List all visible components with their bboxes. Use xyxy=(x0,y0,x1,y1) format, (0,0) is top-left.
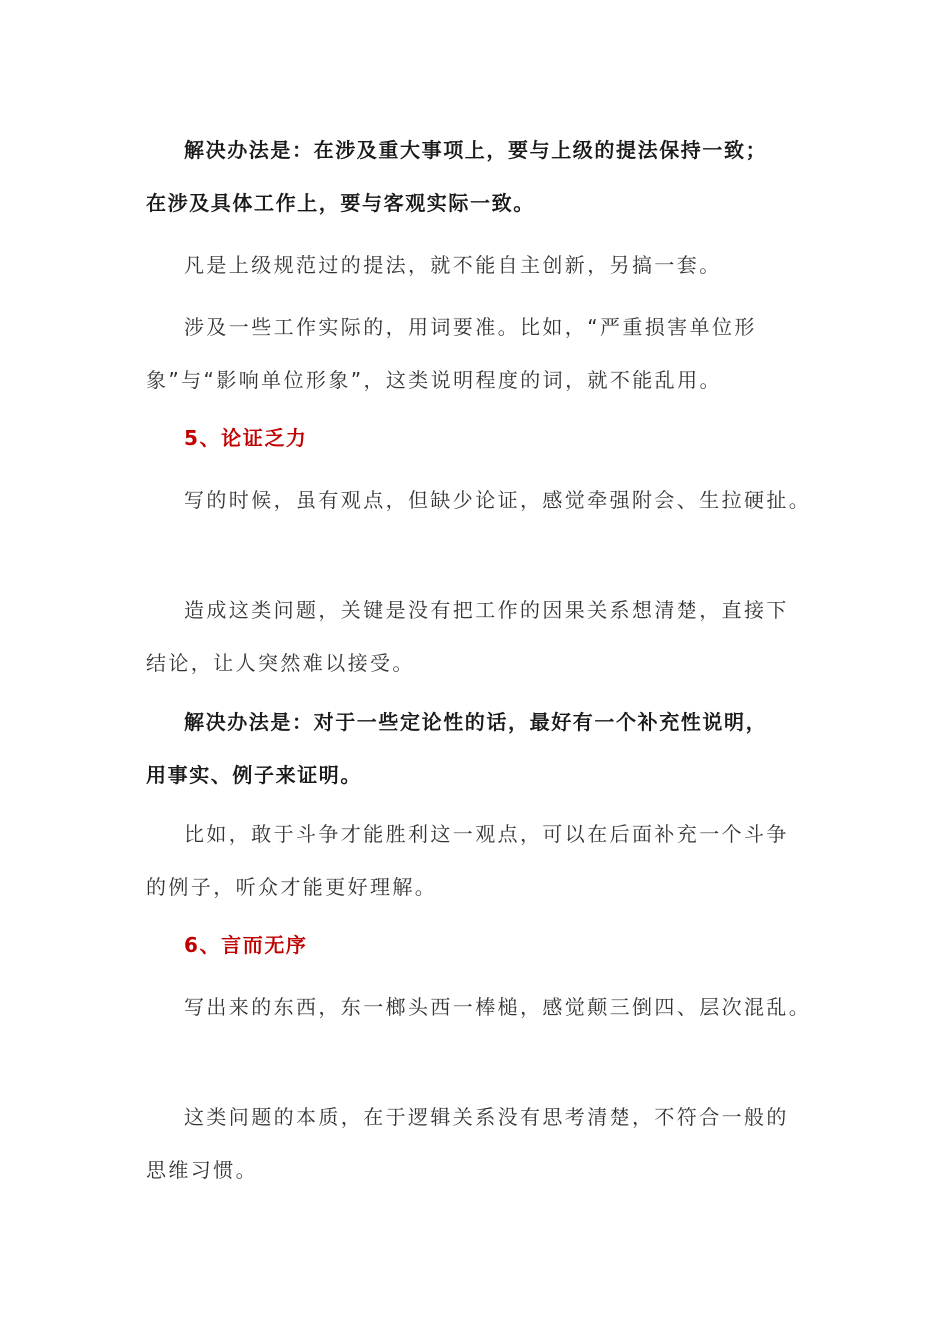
paragraph-5-line-2: 结论，让人突然难以接受。 xyxy=(146,651,415,675)
paragraph-8-line-1: 写出来的东西，东一榔头西一棒槌，感觉颠三倒四、层次混乱。 xyxy=(184,995,812,1019)
solution-paragraph-1-line-2: 在涉及具体工作上，要与客观实际一致。 xyxy=(146,191,535,215)
paragraph-5-line-1: 造成这类问题，关键是没有把工作的因果关系想清楚，直接下 xyxy=(184,598,789,622)
solution-paragraph-1-line-1: 解决办法是：在涉及重大事项上，要与上级的提法保持一致； xyxy=(184,138,768,162)
paragraph-2-line-1: 凡是上级规范过的提法，就不能自主创新，另搞一套。 xyxy=(184,253,722,277)
solution-paragraph-6-line-1: 解决办法是：对于一些定论性的话，最好有一个补充性说明， xyxy=(184,710,768,734)
paragraph-4-line-1: 写的时候，虽有观点，但缺少论证，感觉牵强附会、生拉硬扯。 xyxy=(184,488,812,512)
paragraph-7-line-2: 的例子，听众才能更好理解。 xyxy=(146,875,438,899)
section-heading-5: 5、论证乏力 xyxy=(184,426,308,450)
section-heading-6: 6、言而无序 xyxy=(184,933,308,957)
paragraph-9-line-1: 这类问题的本质，在于逻辑关系没有思考清楚，不符合一般的 xyxy=(184,1105,789,1129)
solution-paragraph-6-line-2: 用事实、例子来证明。 xyxy=(146,763,362,787)
paragraph-3-line-2: 象”与“影响单位形象”，这类说明程度的词，就不能乱用。 xyxy=(146,368,722,392)
paragraph-9-line-2: 思维习惯。 xyxy=(146,1158,258,1182)
paragraph-7-line-1: 比如，敢于斗争才能胜利这一观点，可以在后面补充一个斗争 xyxy=(184,822,789,846)
paragraph-3-line-1: 涉及一些工作实际的，用词要准。比如，“严重损害单位形 xyxy=(184,315,757,339)
